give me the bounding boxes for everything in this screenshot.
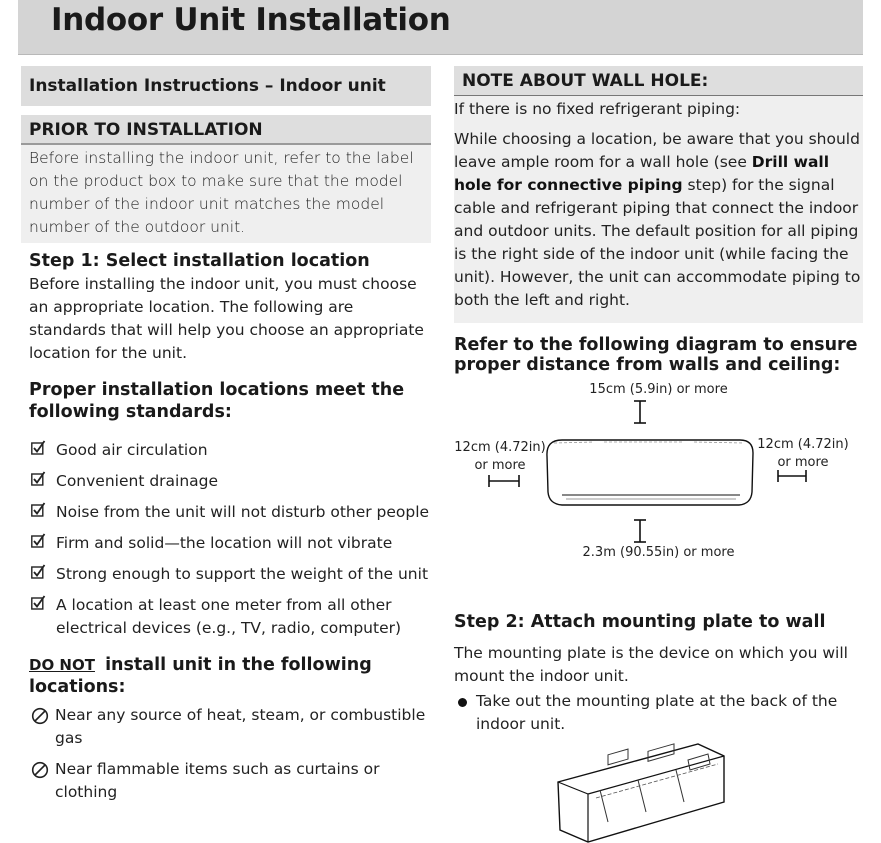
avoid-text: Near any source of heat, steam, or combustible gas (55, 706, 426, 747)
right-column (454, 66, 863, 843)
checkbox-checked-icon (31, 502, 46, 517)
clearance-diagram (454, 381, 863, 606)
page-title: Indoor Unit Installation (51, 2, 451, 38)
step2-heading: Step 2: Attach mounting plate to wall (454, 612, 826, 632)
note-heading: NOTE ABOUT WALL HOLE: (454, 66, 863, 96)
donot-heading (21, 654, 431, 698)
list-item (29, 594, 431, 640)
note-paragraph-1: If there is no fixed refrigerant piping: (454, 100, 741, 118)
avoid-list (21, 704, 431, 804)
step1-body: Before installing the indoor unit, you must choose an appropriate location. The following are standards that will help you choose an appropriate location for the unit. (29, 275, 424, 362)
mounting-plate-illustration (548, 742, 738, 843)
standards-list (21, 439, 431, 640)
page-header (18, 0, 863, 55)
donot-rest: install unit in the following locations: (29, 655, 372, 697)
standard-text: Strong enough to support the weight of the unit (56, 565, 429, 583)
left-clearance-label: 12cm (4.72in) or more (454, 440, 546, 473)
list-item (29, 704, 431, 750)
right-clearance-label: 12cm (4.72in) or more (757, 437, 849, 470)
prior-to-installation-block (21, 115, 431, 243)
avoid-text: Near flammable items such as curtains or clothing (55, 760, 380, 801)
donot-tag: DO NOT (29, 656, 95, 674)
prior-body: Before installing the indoor unit, refer to the label on the product box to make sure that the model number of the indoor unit matches the model number of the outdoor unit. (29, 149, 414, 236)
prohibited-icon (31, 761, 49, 779)
section-title: Installation Instructions – Indoor unit (21, 66, 431, 106)
list-item (29, 439, 431, 462)
list-item (29, 563, 431, 586)
left-column (21, 66, 431, 812)
list-item (29, 758, 431, 804)
top-clearance-label: 15cm (5.9in) or more (589, 382, 728, 397)
refer-heading: Refer to the following diagram to ensure proper distance from walls and ceiling: (454, 335, 858, 375)
prior-heading: PRIOR TO INSTALLATION (21, 115, 431, 145)
step2-bullet: Take out the mounting plate at the back of the indoor unit. (454, 690, 863, 736)
bottom-clearance-label: 2.3m (90.55in) or more (582, 545, 735, 560)
standard-text: A location at least one meter from all other electrical devices (e.g., TV, radio, computer) (56, 596, 402, 637)
checkbox-checked-icon (31, 533, 46, 548)
standard-text: Firm and solid—the location will not vibrate (56, 534, 393, 552)
standards-heading: Proper installation locations meet the following standards: (29, 380, 405, 422)
indoor-unit-diagram (454, 396, 863, 596)
standard-text: Good air circulation (56, 441, 208, 459)
note-body (454, 96, 863, 323)
list-item (29, 532, 431, 555)
standard-text: Noise from the unit will not disturb other people (56, 503, 430, 521)
standard-text: Convenient drainage (56, 472, 219, 490)
checkbox-checked-icon (31, 564, 46, 579)
checkbox-checked-icon (31, 440, 46, 455)
step2-body: The mounting plate is the device on which you will mount the indoor unit. (454, 644, 848, 685)
wall-hole-note-block (454, 66, 863, 323)
step1-heading: Step 1: Select installation location (29, 251, 370, 271)
drill-step-reference: Drill wall hole for connective piping (454, 153, 830, 194)
checkbox-checked-icon (31, 471, 46, 486)
list-item (29, 470, 431, 493)
list-item (29, 501, 431, 524)
prohibited-icon (31, 707, 49, 725)
note-paragraph-2: While choosing a location, be aware that you should leave ample room for a wall hole (see Drill wall hole for connective piping step) for the signal cable and refrigerant piping that connect the indoor and outdoor units. The default position for all piping is the right side of the indoor unit (while facing the unit). However, the unit can accommodate piping to both the left and right. (454, 130, 861, 309)
checkbox-checked-icon (31, 595, 46, 610)
